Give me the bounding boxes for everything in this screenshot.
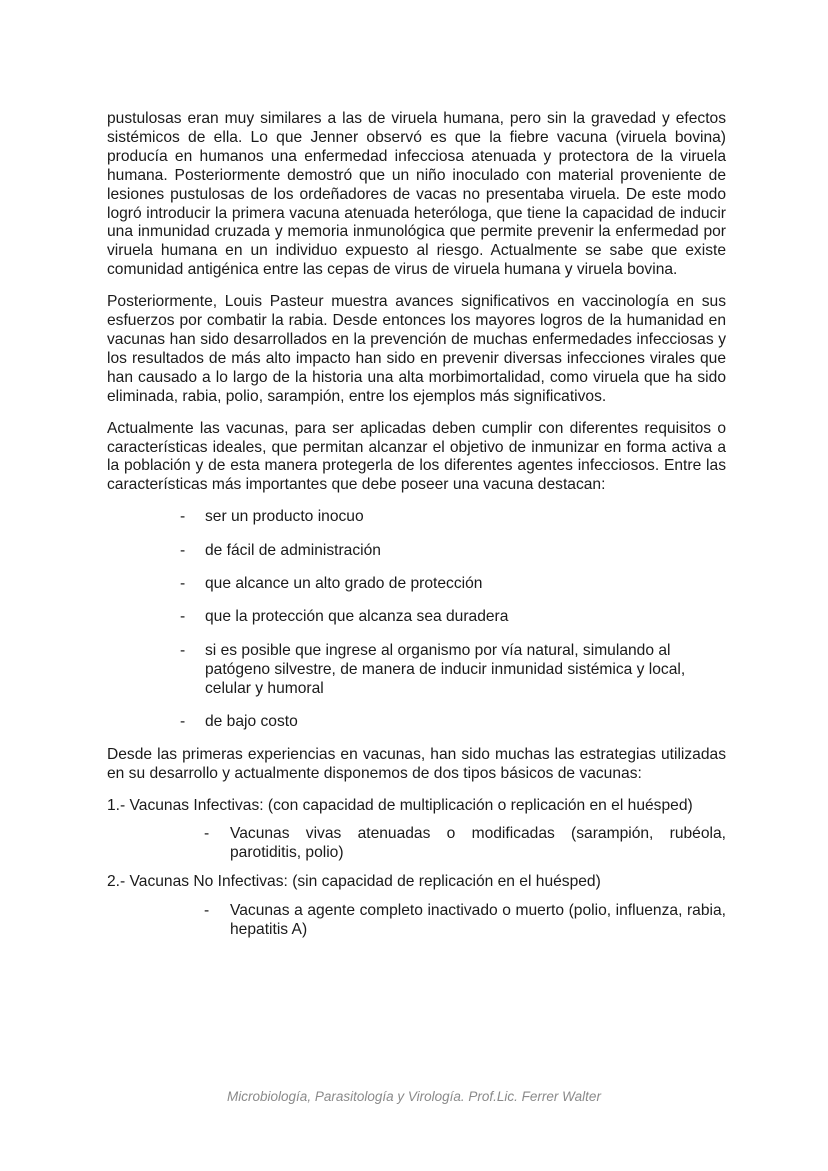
list-item-text: que alcance un alto grado de protección	[205, 575, 483, 593]
list-item	[107, 642, 726, 699]
dash-bullet: -	[180, 713, 186, 731]
list-item	[107, 608, 726, 627]
dash-bullet: -	[180, 575, 186, 593]
characteristics-list	[107, 508, 726, 732]
heading-infective-vaccines: 1.- Vacunas Infectivas: (con capacidad de multiplicación o replicación en el huésped)	[107, 797, 693, 815]
list-item-text: ser un producto inocuo	[205, 508, 364, 526]
page-footer: Microbiología, Parasitología y Virología. Prof.Lic. Ferrer Walter	[227, 1089, 601, 1104]
dash-bullet: -	[180, 541, 186, 559]
list-item-text: de fácil de administración	[205, 541, 381, 559]
list-item-text: Vacunas a agente completo inactivado o muerto (polio, influenza, rabia, hepatitis A)	[230, 901, 726, 938]
list-item-text: si es posible que ingrese al organismo por vía natural, simulando al patógeno silvestre, de manera de inducir inmunidad sistémica y local, celular y humoral	[205, 641, 686, 697]
list-item-text: Vacunas vivas atenuadas o modificadas (sarampión, rubéola, parotiditis, polio)	[230, 825, 726, 862]
list-item	[107, 902, 726, 940]
list-item	[107, 825, 726, 863]
list-item-text: de bajo costo	[205, 713, 298, 731]
list-item	[107, 713, 726, 732]
paragraph-requirements: Actualmente las vacunas, para ser aplicadas deben cumplir con diferentes requisitos o características ideales, que permitan alcanzar el objetivo de inmunizar en forma activa a la población y de esta manera protegerla de los diferentes agentes infecciosos. Entre las características más importantes que debe poseer una vacuna destacan:	[107, 419, 726, 494]
dash-bullet: -	[180, 508, 186, 526]
dash-bullet: -	[204, 825, 210, 843]
paragraph-jenner: pustulosas eran muy similares a las de viruela humana, pero sin la gravedad y efectos sistémicos de ella. Lo que Jenner observó es que la fiebre vacuna (viruela bovina) producía en humanos una enfermedad infecciosa atenuada y protectora de la viruela humana. Posteriormente demostró que un niño inoculado con material proveniente de lesiones pustulosas de los ordeñadores de vacas no presentaba viruela. De este modo logró introducir la primera vacuna atenuada heteróloga, que tiene la capacidad de inducir una inmunidad cruzada y memoria inmunológica que permite prevenir la enfermedad por viruela humana en un individuo expuesto al riesgo. Actualmente se sabe que existe comunidad antigénica entre las cepas de virus de viruela humana y viruela bovina.	[107, 110, 726, 279]
paragraph-strategies: Desde las primeras experiencias en vacunas, han sido muchas las estrategias utilizadas en su desarrollo y actualmente disponemos de dos tipos básicos de vacunas:	[107, 746, 726, 783]
noninfective-vaccines-list	[107, 902, 726, 940]
list-item	[107, 542, 726, 561]
list-item-text: que la protección que alcanza sea duradera	[205, 608, 509, 626]
heading-noninfective-vaccines: 2.- Vacunas No Infectivas: (sin capacidad de replicación en el huésped)	[107, 873, 601, 890]
paragraph-pasteur: Posteriormente, Louis Pasteur muestra avances significativos en vaccinología en sus esfuerzos por combatir la rabia. Desde entonces los mayores logros de la humanidad en vacunas han sido desarrollados en la prevención de muchas enfermedades infecciosas y los resultados de más alto impacto han sido en prevenir diversas infecciones virales que han causado a lo largo de la historia una alta morbimortalidad, como viruela que ha sido eliminada, rabia, polio, sarampión, entre los ejemplos más significativos.	[107, 293, 726, 405]
list-item	[107, 508, 726, 527]
infective-vaccines-list	[107, 825, 726, 863]
dash-bullet: -	[180, 608, 186, 626]
dash-bullet: -	[204, 901, 210, 919]
dash-bullet: -	[180, 641, 186, 659]
list-item	[107, 575, 726, 594]
document-body	[107, 110, 726, 950]
